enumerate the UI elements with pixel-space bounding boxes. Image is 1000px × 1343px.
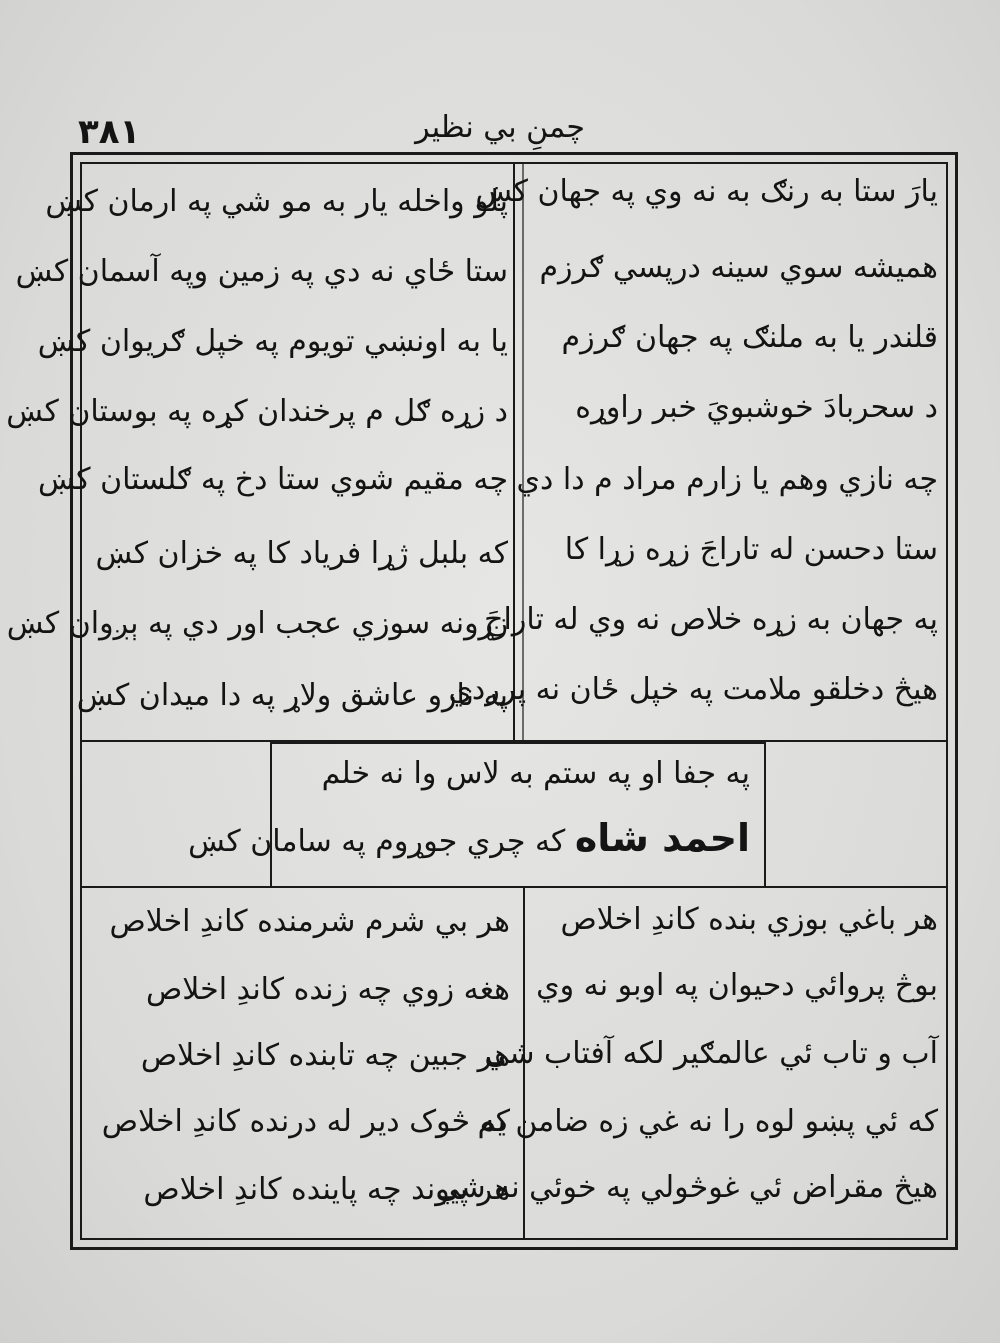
top-column-divider-shadow [522,163,524,741]
verse-line: په نارو عاشق ولاړ په دا ميدان کښ [76,678,508,713]
poet-name: احمد شاه [574,816,750,860]
verse-line: په جهان به زړه خلاص نه وي له تاراجَ [484,602,938,637]
verse-line: آب و تاب ئي عالمګير لکه آفتاب شي [484,1036,938,1071]
top-column-divider [513,163,515,741]
verse-line: قلندر يا به ملنګ په جهان ګرزم [561,320,938,355]
verse-line: يارَ ستا به رنګ به نه وي په جهان کښ [475,174,938,209]
verse-line: د سحربادَ خوشبويَ خبر راوړه [575,390,938,425]
verse-line: که بلبل ژړا فرياد کا په خزان کښ [95,536,508,571]
bottom-left-column [90,892,510,1237]
verse-line: چه مقيم شوي ستا دخ په ګلستان کښ [38,462,508,497]
center-verse-line-2-text: که چري جوړوم په سامان کښ [188,824,566,859]
top-right-column [448,170,938,740]
verse-line: هيڅ مقراض ئي غوڅولي په خوئي نه شي [435,1170,938,1205]
verse-line: هر باغي بوزي بنده کاندِ اخلاص [560,902,938,937]
verse-line: هغه زوي چه زنده کاندِ اخلاص [145,972,510,1007]
verse-line: زړونه سوزي عجب اور دي په ېږوان کښ [6,606,508,641]
verse-line: چه نازي وهم يا زارم مراد م دا دي [516,462,938,497]
page-number: ۳۸۱ [78,112,141,152]
verse-line: هيڅ دخلقو ملامت په خپل ځان نه پرږدي [448,672,938,707]
verse-line: که ئي پښو لوه را نه غي زه ضامن يم [477,1104,938,1139]
verse-line: يا به اونښي تويوم په خپل ګريوان کښ [37,324,508,359]
bottom-right-column [435,892,938,1237]
center-verse-box [188,742,766,888]
verse-line: ستا ځاي نه دي په زمين وپه آسمان کښ [15,254,508,289]
center-verse-line-1: په جفا او په ستم به لاس وا نه خلم [321,756,750,791]
page-header-title: چمنِ بي نظير [415,110,585,145]
verse-line: د زړه ګل م پرخندان کړه په بوستان کښ [6,394,508,429]
verse-line: هر بي شرم شرمنده کاندِ اخلاص [109,904,510,939]
verse-line: هر پيوند چه پاينده کاندِ اخلاص [143,1172,510,1207]
top-left-column [6,170,508,740]
verse-line: پلو واخله يار به مو شي په ارمان کښ [45,184,508,219]
verse-line: ستا دحسن له تاراجَ زړه زړا کا [564,532,938,567]
verse-line: هميشه سوي سينه درپسي ګرزم [539,250,938,285]
verse-line: که څوک دير له درنده کاندِ اخلاص [101,1104,510,1139]
center-verse-line-2 [188,816,750,860]
verse-line: بوڅ پروائي دحيوان په اوبو نه وي [536,968,938,1003]
verse-line: هر جبين چه تابنده کاندِ اخلاص [140,1038,510,1073]
